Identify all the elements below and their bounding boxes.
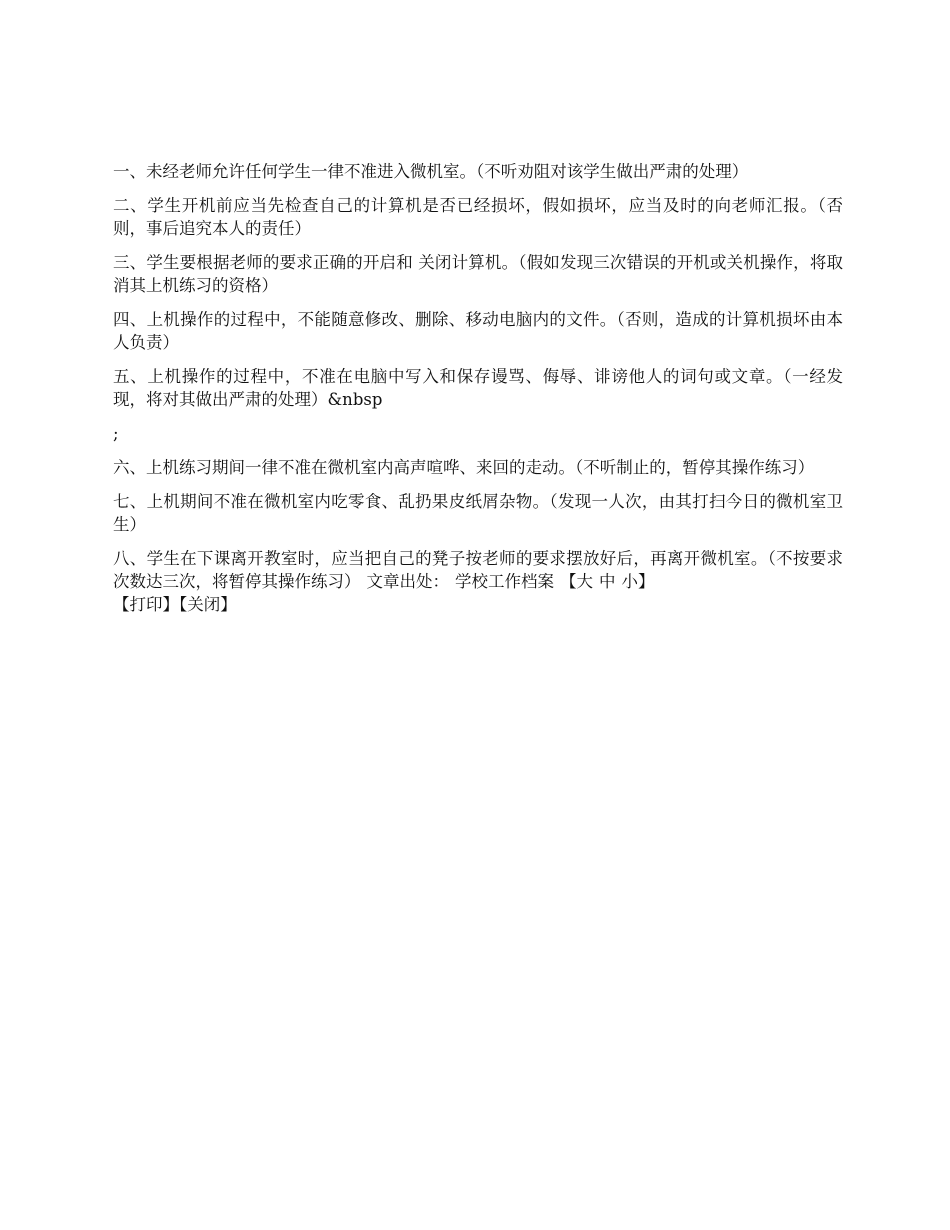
rule-2: 二、学生开机前应当先检查自己的计算机是否已经损坏，假如损坏，应当及时的向老师汇报。（否则，事后追究本人的责任） — [113, 196, 843, 238]
article-body — [113, 160, 843, 627]
font-size-bracket-open: 【 — [560, 572, 577, 591]
rule-3: 三、学生要根据老师的要求正确的开启和 关闭计算机。（假如发现三次错误的开机或关机操作，将取消其上机练习的资格） — [113, 253, 843, 295]
font-size-small-link[interactable]: 小 — [621, 572, 638, 591]
rule-7: 七、上机期间不准在微机室内吃零食、乱扔果皮纸屑杂物。（发现一人次，由其打扫今日的微机室卫生） — [113, 492, 843, 534]
close-link[interactable]: 【关闭】 — [179, 595, 237, 614]
stray-semicolon: ; — [113, 424, 119, 443]
rule-4: 四、上机操作的过程中，不能随意修改、删除、移动电脑内的文件。（否则，造成的计算机损坏由本人负责） — [113, 310, 843, 352]
font-size-large-link[interactable]: 大 — [576, 572, 593, 591]
source-name: 学校工作档案 — [455, 572, 554, 591]
rule-8: 八、学生在下课离开教室时，应当把自己的凳子按老师的要求摆放好后，再离开微机室。（不按要求次数达三次，将暂停其操作练习） — [113, 549, 843, 591]
font-size-bracket-close: 】 — [638, 572, 655, 591]
rule-1: 一、未经老师允许任何学生一律不准进入微机室。（不听劝阻对该学生做出严肃的处理） — [113, 162, 749, 181]
font-size-medium-link[interactable]: 中 — [599, 572, 616, 591]
source-label: 文章出处： — [366, 572, 449, 591]
print-link[interactable]: 【打印】 — [113, 595, 179, 614]
rule-8-with-footer — [113, 547, 843, 616]
rule-5: 五、上机操作的过程中，不准在电脑中写入和保存谩骂、侮辱、诽谤他人的词句或文章。（一经发现，将对其做出严肃的处理）&nbsp — [113, 367, 843, 409]
rule-6: 六、上机练习期间一律不准在微机室内高声喧哗、来回的走动。（不听制止的，暂停其操作练习） — [113, 458, 815, 477]
